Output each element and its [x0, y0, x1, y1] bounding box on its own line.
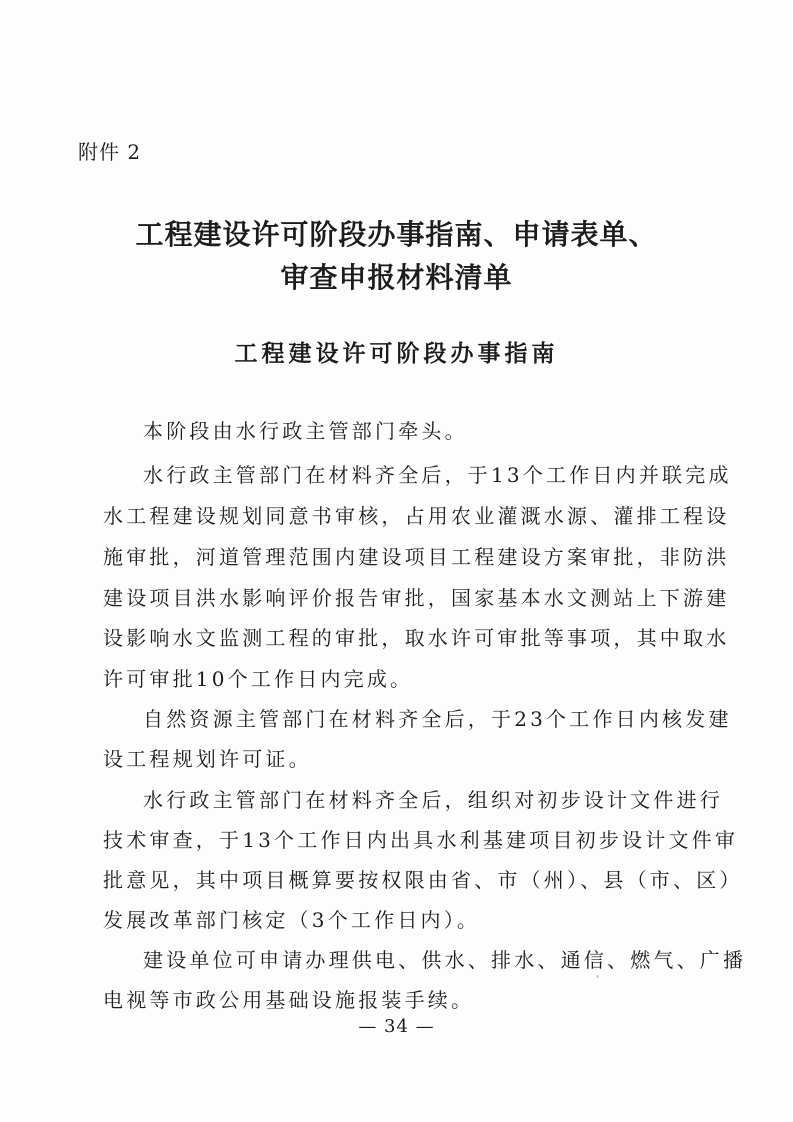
paragraph-line: 发展改革部门核定（3个工作日内）。 [103, 908, 481, 932]
paragraph-line: 设影响水文监测工程的审批，取水许可审批等事项，其中取水 [103, 626, 730, 650]
attachment-label: 附件 2 [78, 140, 142, 164]
scan-speck [596, 975, 599, 978]
page-number: — 34 — [358, 1016, 435, 1037]
paragraph-line: 水工程建设规划同意书审核，占用农业灌溉水源、灌排工程设 [103, 504, 730, 528]
paragraph-line: 设工程规划许可证。 [103, 747, 312, 771]
paragraph-line: 施审批，河道管理范围内建设项目工程建设方案审批，非防洪 [103, 545, 730, 569]
section-heading: 工程建设许可阶段办事指南 [234, 341, 559, 367]
paragraph-line: 本阶段由水行政主管部门牵头。 [143, 419, 468, 443]
paragraph-line: 自然资源主管部门在材料齐全后，于23个工作日内核发建 [143, 707, 732, 731]
paragraph-line: 技术审查，于13个工作日内出具水利基建项目初步设计文件审 [103, 828, 739, 852]
paragraph-line: 水行政主管部门在材料齐全后，组织对初步设计文件进行 [143, 788, 723, 812]
paragraph-line: 批意见，其中项目概算要按权限由省、市（州）、县（市、区） [103, 868, 743, 892]
document-title-line-2: 审查申报材料清单 [280, 261, 513, 294]
paragraph-line: 水行政主管部门在材料齐全后，于13个工作日内并联完成 [143, 463, 732, 487]
paragraph-line: 电视等市政公用基础设施报装手续。 [103, 988, 475, 1012]
document-title-line-1: 工程建设许可阶段办事指南、申请表单、 [135, 218, 658, 251]
paragraph-line: 建设项目洪水影响评价报告审批，国家基本水文测站上下游建 [103, 586, 730, 610]
paragraph-line: 建设单位可申请办理供电、供水、排水、通信、燃气、广播 [143, 948, 747, 972]
paragraph-line: 许可审批10个工作日内完成。 [103, 667, 414, 691]
